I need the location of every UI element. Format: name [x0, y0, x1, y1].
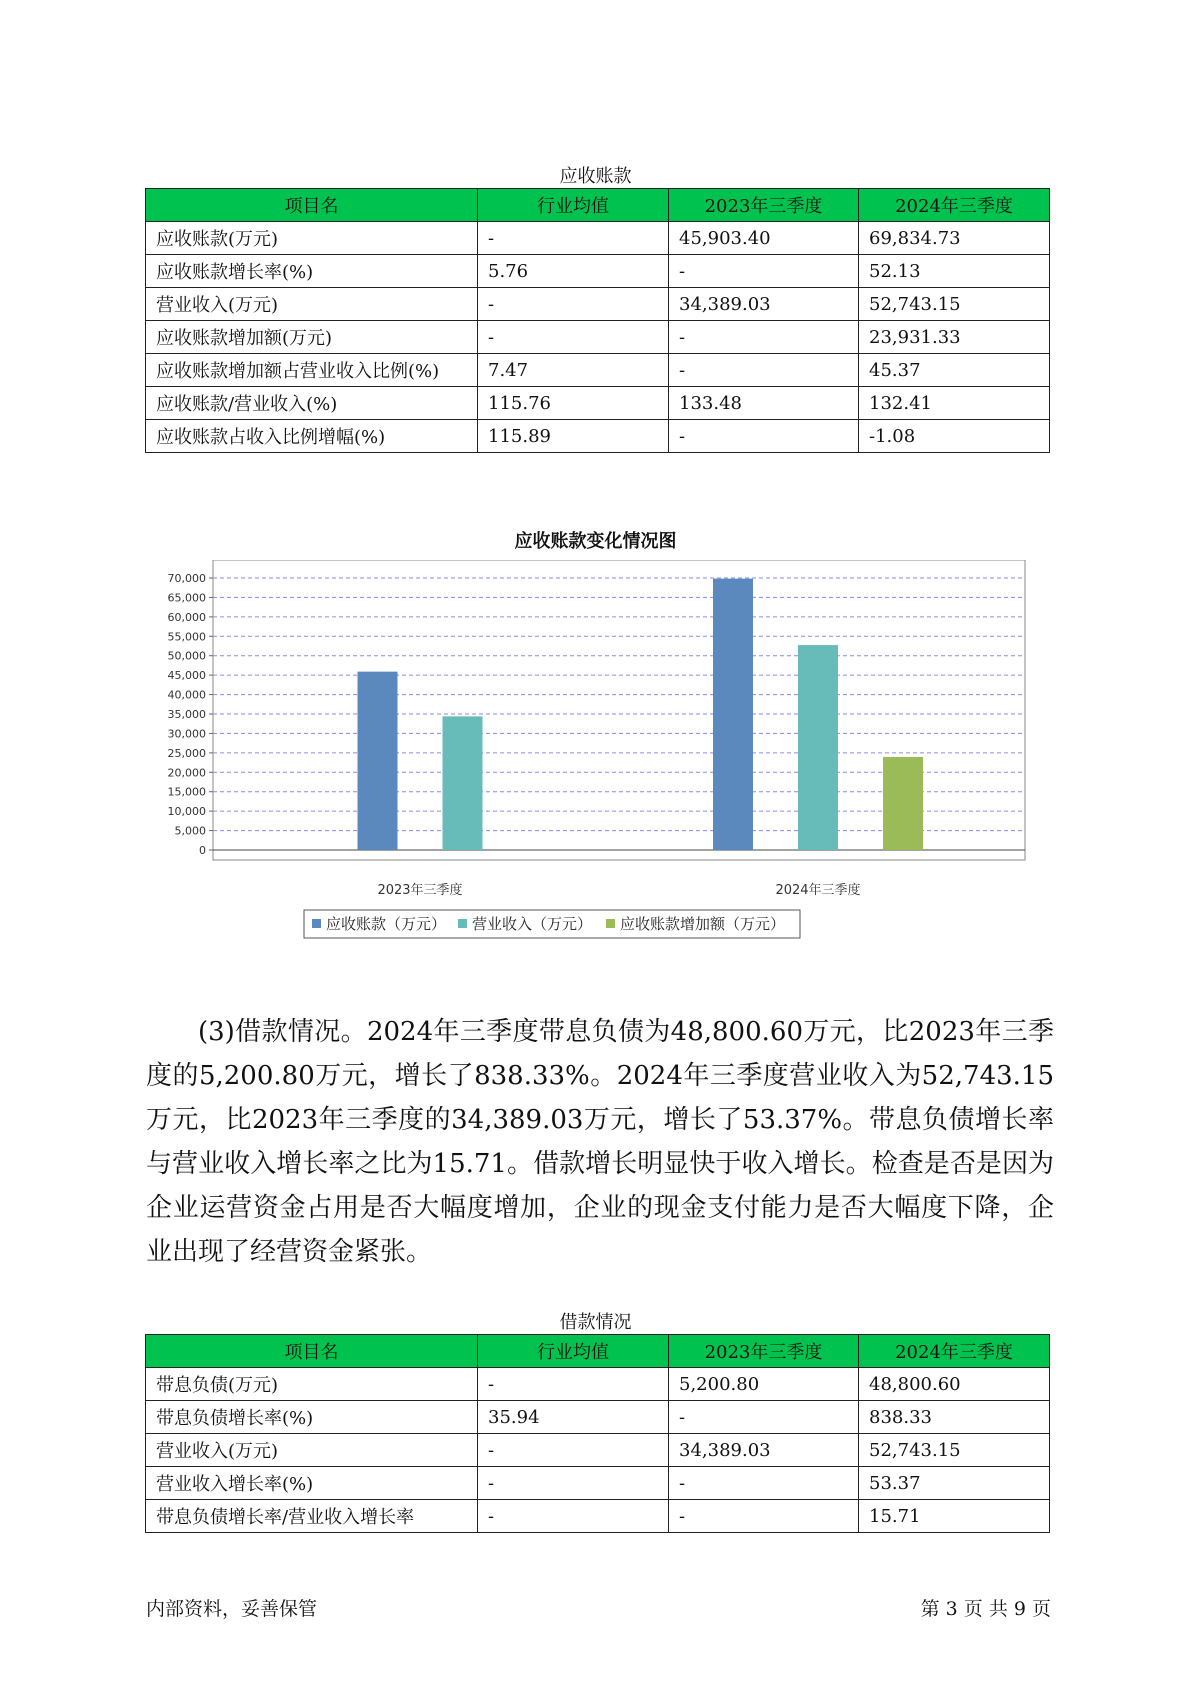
table-row — [146, 354, 1050, 387]
table-cell: - — [478, 1467, 669, 1500]
table-cell: 34,389.03 — [669, 1434, 859, 1467]
y-tick-label: 0 — [199, 844, 206, 857]
legend-swatch — [606, 919, 615, 928]
header-cell: 行业均值 — [478, 189, 669, 222]
ar-table-caption: 应收账款 — [559, 166, 632, 187]
y-tick-label: 10,000 — [167, 805, 206, 819]
table-cell: -1.08 — [859, 420, 1050, 453]
legend-swatch — [312, 919, 321, 928]
table-cell: 48,800.60 — [859, 1368, 1050, 1401]
table-cell: - — [669, 354, 859, 387]
table-cell: 营业收入(万元) — [146, 288, 478, 321]
legend-label: 营业收入（万元） — [472, 915, 593, 933]
header-cell: 2023年三季度 — [669, 1335, 859, 1368]
y-tick-label: 60,000 — [167, 610, 206, 624]
table-cell: - — [669, 1500, 859, 1533]
y-tick-label: 65,000 — [167, 591, 206, 605]
table-cell: 69,834.73 — [859, 222, 1050, 255]
table-cell: 15.71 — [859, 1500, 1050, 1533]
table-row — [146, 387, 1050, 420]
y-tick-label: 50,000 — [167, 649, 206, 663]
header-cell: 项目名 — [146, 1335, 478, 1368]
table-cell: 45,903.40 — [669, 222, 859, 255]
chart-title: 应收账款变化情况图 — [514, 531, 677, 552]
table-row — [146, 255, 1050, 288]
table-row — [146, 420, 1050, 453]
header-cell: 2023年三季度 — [669, 189, 859, 222]
bar — [358, 672, 398, 850]
table-cell: 应收账款增加额(万元) — [146, 321, 478, 354]
loan-table — [145, 1334, 1050, 1533]
header-cell: 项目名 — [146, 189, 478, 222]
table-cell: - — [478, 1434, 669, 1467]
table-cell: 应收账款占收入比例增幅(%) — [146, 420, 478, 453]
legend-swatch — [458, 919, 467, 928]
table-cell: 带息负债增长率(%) — [146, 1401, 478, 1434]
table-cell: 34,389.03 — [669, 288, 859, 321]
y-tick-label: 20,000 — [167, 766, 206, 780]
y-tick-label: 55,000 — [167, 630, 206, 644]
table-cell: 营业收入增长率(%) — [146, 1467, 478, 1500]
table-cell: 35.94 — [478, 1401, 669, 1434]
legend-label: 应收账款增加额（万元） — [620, 915, 786, 933]
table-cell: 应收账款/营业收入(%) — [146, 387, 478, 420]
y-tick-label: 40,000 — [167, 688, 206, 702]
table-cell: - — [478, 1500, 669, 1533]
table-cell: 5.76 — [478, 255, 669, 288]
table-row — [146, 288, 1050, 321]
y-tick-label: 5,000 — [174, 824, 206, 838]
table-cell: 应收账款增加额占营业收入比例(%) — [146, 354, 478, 387]
bar — [798, 645, 838, 850]
x-tick-label: 2023年三季度 — [377, 883, 463, 898]
table-cell: - — [478, 321, 669, 354]
table-cell: 52.13 — [859, 255, 1050, 288]
y-tick-label: 30,000 — [167, 727, 206, 741]
table-cell: 45.37 — [859, 354, 1050, 387]
table-cell: - — [478, 1368, 669, 1401]
table-cell: 133.48 — [669, 387, 859, 420]
table-cell: - — [669, 255, 859, 288]
table-cell: 应收账款(万元) — [146, 222, 478, 255]
table-row — [146, 321, 1050, 354]
header-cell: 2024年三季度 — [859, 189, 1050, 222]
y-tick-label: 35,000 — [167, 708, 206, 721]
bar — [443, 716, 483, 850]
table-cell: 7.47 — [478, 354, 669, 387]
table-cell: - — [669, 1401, 859, 1434]
table-row — [146, 222, 1050, 255]
table-cell: 52,743.15 — [859, 1434, 1050, 1467]
table-cell: 营业收入(万元) — [146, 1434, 478, 1467]
table-cell: - — [669, 1467, 859, 1500]
loan-table-caption: 借款情况 — [559, 1312, 632, 1333]
loan-table-header-row — [146, 1335, 1050, 1368]
table-row — [146, 1467, 1050, 1500]
table-cell: - — [669, 420, 859, 453]
ar-table — [145, 188, 1050, 453]
table-cell: - — [478, 222, 669, 255]
footer-confidential: 内部资料，妥善保管 — [146, 1598, 318, 1620]
table-cell: 53.37 — [859, 1467, 1050, 1500]
bar — [713, 579, 753, 850]
y-tick-label: 25,000 — [167, 746, 206, 760]
table-row — [146, 1368, 1050, 1401]
table-cell: - — [669, 321, 859, 354]
table-cell: 115.89 — [478, 420, 669, 453]
bar — [883, 757, 923, 850]
header-cell: 行业均值 — [478, 1335, 669, 1368]
y-tick-label: 45,000 — [167, 669, 206, 683]
table-cell: 52,743.15 — [859, 288, 1050, 321]
table-row — [146, 1500, 1050, 1533]
table-cell: 带息负债(万元) — [146, 1368, 478, 1401]
table-row — [146, 1434, 1050, 1467]
table-cell: 带息负债增长率/营业收入增长率 — [146, 1500, 478, 1533]
loan-paragraph: (3)借款情况。2024年三季度带息负债为48,800.60万元，比2023年三季度的5,200.80万元，增长了838.33%。2024年三季度营业收入为52,743.15万元，比2023年三季度的34,389.03万元，增长了53.37%。带息负债增长率与营业收入增长率之比为15.71。借款增长明显快于收入增长。检查是否是因为企业运营资金占用是否大幅度增加，企业的现金支付能力是否大幅度下降，企业出现了经营资金紧张。 — [146, 1017, 1054, 1267]
table-row — [146, 1401, 1050, 1434]
y-tick-label: 70,000 — [167, 572, 206, 585]
table-cell: 5,200.80 — [669, 1368, 859, 1401]
y-tick-label: 15,000 — [167, 785, 206, 799]
legend-label: 应收账款（万元） — [326, 915, 447, 933]
table-cell: 应收账款增长率(%) — [146, 255, 478, 288]
table-cell: 23,931.33 — [859, 321, 1050, 354]
footer-page-number: 第 3 页 共 9 页 — [920, 1598, 1051, 1620]
table-cell: - — [478, 288, 669, 321]
ar-table-header-row — [146, 189, 1050, 222]
ar-bar-chart — [150, 560, 1030, 970]
table-cell: 838.33 — [859, 1401, 1050, 1434]
table-cell: 115.76 — [478, 387, 669, 420]
x-tick-label: 2024年三季度 — [775, 883, 861, 898]
table-cell: 132.41 — [859, 387, 1050, 420]
header-cell: 2024年三季度 — [859, 1335, 1050, 1368]
